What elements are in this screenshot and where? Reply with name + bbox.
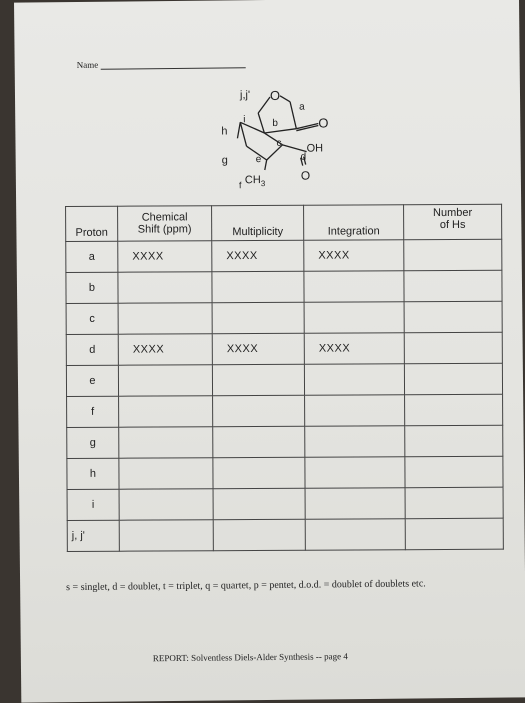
- table-row: [66, 332, 502, 365]
- atom-label-a: a: [299, 101, 305, 113]
- shift-cell[interactable]: [119, 489, 213, 520]
- number-cell[interactable]: [405, 394, 503, 426]
- name-blank-line: [100, 59, 245, 70]
- atom-label-methyl: $CH_3$: [244, 174, 266, 189]
- proton-label: d: [66, 334, 118, 365]
- multiplicity-cell[interactable]: [213, 395, 305, 426]
- proton-label: e: [66, 365, 118, 396]
- atom-label-c: c: [276, 137, 282, 149]
- name-field: [77, 58, 246, 70]
- header-integration: Integration: [304, 205, 404, 241]
- multiplicity-cell[interactable]: [212, 302, 304, 333]
- number-cell[interactable]: [404, 239, 502, 271]
- multiplicity-cell[interactable]: XXXX: [212, 333, 304, 364]
- table-row: [66, 270, 502, 303]
- atom-label-hydroxyl: OH: [306, 142, 324, 155]
- table-row: [67, 518, 503, 551]
- number-cell[interactable]: [405, 518, 503, 550]
- multiplicity-cell[interactable]: [213, 457, 305, 488]
- shift-cell[interactable]: [119, 520, 213, 551]
- page-footer: REPORT: Solventless Diels-Alder Synthesis -- page 4: [152, 651, 348, 664]
- molecule-structure: [200, 79, 341, 195]
- multiplicity-cell[interactable]: XXXX: [212, 240, 304, 271]
- number-cell[interactable]: [405, 425, 503, 457]
- header-chemical-shift-line2: Shift (ppm): [137, 223, 192, 236]
- table-row: [67, 425, 503, 458]
- name-label: Name: [76, 59, 99, 70]
- header-chemical-shift: [118, 206, 212, 241]
- integration-cell[interactable]: [304, 364, 404, 396]
- integration-cell[interactable]: [304, 302, 404, 334]
- shift-cell[interactable]: [119, 458, 213, 489]
- number-cell[interactable]: [405, 487, 503, 519]
- shift-cell[interactable]: XXXX: [118, 334, 212, 365]
- multiplicity-cell[interactable]: [213, 519, 305, 550]
- integration-cell[interactable]: [305, 488, 405, 520]
- proton-label: g: [67, 427, 119, 458]
- integration-cell[interactable]: XXXX: [304, 333, 404, 365]
- table-row: [66, 363, 502, 396]
- proton-label: a: [66, 241, 118, 272]
- table-row: [67, 394, 503, 427]
- multiplicity-cell[interactable]: [213, 426, 305, 457]
- number-cell[interactable]: [404, 301, 502, 333]
- table-row: [66, 239, 502, 272]
- multiplicity-legend: s = singlet, d = doublet, t = triplet, q = quartet, p = pentet, d.o.d. = doublet of doublets etc.: [66, 578, 426, 594]
- worksheet-page: [14, 0, 525, 703]
- number-cell[interactable]: [404, 363, 502, 395]
- number-cell[interactable]: [405, 456, 503, 488]
- shift-cell[interactable]: [118, 272, 212, 303]
- atom-label-ring-oxygen: O: [269, 87, 281, 103]
- number-cell[interactable]: [404, 332, 502, 364]
- integration-cell[interactable]: XXXX: [304, 240, 404, 272]
- multiplicity-cell[interactable]: [213, 488, 305, 519]
- integration-cell[interactable]: [304, 271, 404, 303]
- header-proton: Proton: [66, 206, 118, 241]
- integration-cell[interactable]: [305, 457, 405, 489]
- table-header-row: [66, 204, 502, 241]
- header-multiplicity: Multiplicity: [212, 205, 304, 240]
- integration-cell[interactable]: [305, 395, 405, 427]
- atom-label-f: f: [238, 180, 242, 191]
- integration-cell[interactable]: [305, 519, 405, 551]
- proton-label: c: [66, 303, 118, 334]
- number-cell[interactable]: [404, 270, 502, 302]
- nmr-data-table: [65, 204, 504, 552]
- multiplicity-cell[interactable]: [212, 364, 304, 395]
- header-chemical-shift-line1: Chemical: [141, 211, 188, 224]
- atom-label-b: b: [272, 117, 278, 129]
- atom-label-jj: j,j': [239, 89, 251, 102]
- shift-cell[interactable]: [118, 303, 212, 334]
- molecule-bonds: [237, 95, 319, 170]
- proton-label: j, j': [67, 520, 119, 551]
- table-row: [67, 456, 503, 489]
- integration-cell[interactable]: [305, 426, 405, 458]
- shift-cell[interactable]: XXXX: [118, 241, 212, 272]
- atom-label-acid-oxygen: O: [300, 168, 311, 183]
- proton-label: i: [67, 489, 119, 520]
- table-row: [66, 301, 502, 334]
- atom-label-e: e: [255, 154, 262, 166]
- header-number-of-hs: [404, 204, 502, 240]
- atom-label-carbonyl-oxygen: O: [318, 115, 329, 131]
- shift-cell[interactable]: [118, 365, 212, 396]
- atom-label-h: h: [221, 125, 228, 138]
- atom-label-g: g: [221, 154, 228, 167]
- proton-label: b: [66, 272, 118, 303]
- proton-label: h: [67, 458, 119, 489]
- proton-label: f: [67, 396, 119, 427]
- header-number-line2: of Hs: [439, 218, 466, 232]
- header-number-line1: Number: [433, 206, 473, 220]
- shift-cell[interactable]: [119, 427, 213, 458]
- table-row: [67, 487, 503, 520]
- atom-label-d: d: [300, 151, 307, 163]
- multiplicity-cell[interactable]: [212, 271, 304, 302]
- shift-cell[interactable]: [119, 396, 213, 427]
- atom-label-i: i: [243, 114, 246, 126]
